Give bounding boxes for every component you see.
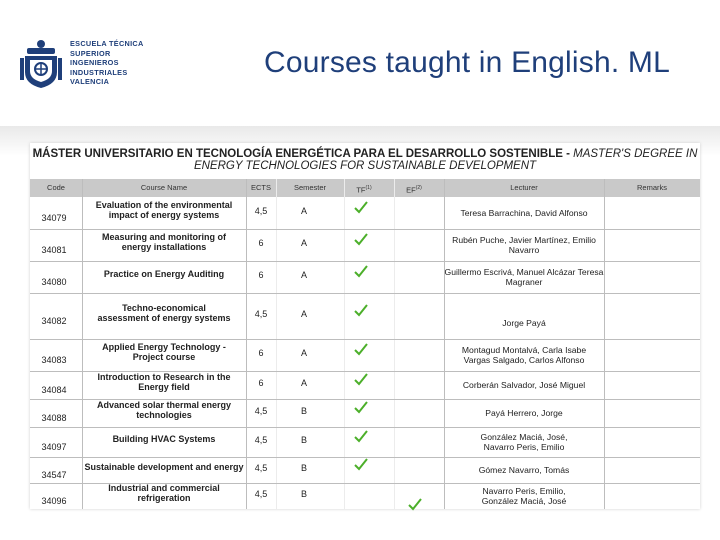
course-code: 34547: [41, 470, 67, 480]
course-semester: A: [300, 378, 307, 388]
header-lecturer: Lecturer: [510, 183, 538, 192]
checkmark-icon: [354, 265, 368, 279]
course-lecturer: Payá Herrero, Jorge: [485, 408, 563, 418]
row-divider: [30, 229, 700, 230]
header-ef: EF$^{(2)}$: [406, 185, 422, 195]
course-lecturer: Corberán Salvador, José Miguel: [462, 380, 586, 390]
course-ects: 6: [258, 238, 264, 248]
course-ects: 4,5: [254, 406, 268, 416]
header-course-name: Course Name: [140, 183, 188, 192]
course-semester: B: [300, 463, 307, 473]
row-divider: [30, 339, 700, 340]
table-title: MÁSTER UNIVERSITARIO EN TECNOLOGÍA ENERGÉTICA PARA EL DESARROLLO SOSTENIBLE - MASTER'S DEGREE IN ENERGY TECHNOLOGIES FOR SUSTAINABLE DEVELOPMENT: [32, 148, 698, 172]
checkmark-icon: [354, 201, 368, 215]
course-semester: B: [300, 489, 307, 499]
course-semester: A: [300, 348, 307, 358]
table-header-row: [30, 179, 700, 197]
course-lecturer: González Maciá, José, Navarro Peris, Emilio: [480, 432, 568, 452]
course-semester: A: [300, 206, 307, 216]
course-lecturer: Rubén Puche, Javier Martínez, Emilio Navarro: [452, 235, 596, 255]
row-divider: [30, 261, 700, 262]
course-code: 34080: [41, 277, 67, 287]
course-lecturer: Montagud Montalvá, Carla Isabe Vargas Salgado, Carlos Alfonso: [461, 345, 587, 365]
row-divider: [30, 427, 700, 428]
checkmark-icon: [354, 458, 368, 472]
course-code: 34082: [41, 316, 67, 326]
course-ects: 6: [258, 348, 264, 358]
course-name: Techno-economical assessment of energy systems: [97, 303, 231, 323]
header-semester: Semester: [293, 183, 327, 192]
course-ects: 4,5: [254, 309, 268, 319]
course-name: Sustainable development and energy: [84, 462, 244, 472]
course-code: 34081: [41, 245, 67, 255]
course-ects: 4,5: [254, 463, 268, 473]
course-name: Introduction to Research in the Energy field: [97, 372, 231, 392]
checkmark-icon: [354, 233, 368, 247]
school-logo: [18, 38, 148, 90]
course-semester: A: [300, 238, 307, 248]
header-code: Code: [47, 183, 65, 192]
crest-icon: [18, 38, 64, 90]
checkmark-icon: [354, 430, 368, 444]
course-lecturer: Teresa Barrachina, David Alfonso: [460, 208, 588, 218]
header-tf: TF$^{(1)}$: [356, 185, 372, 195]
course-code: 34084: [41, 385, 67, 395]
course-ects: 4,5: [254, 435, 268, 445]
course-code: 34079: [41, 213, 67, 223]
checkmark-icon: [354, 304, 368, 318]
header-ects: ECTS: [250, 183, 271, 192]
course-code: 34096: [41, 496, 67, 506]
checkmark-icon: [354, 401, 368, 415]
course-name: Building HVAC Systems: [112, 434, 216, 444]
course-name: Evaluation of the environmental impact of energy systems: [95, 200, 233, 220]
course-ects: 6: [258, 270, 264, 280]
course-name: Measuring and monitoring of energy installations: [102, 232, 226, 252]
course-code: 34097: [41, 442, 67, 452]
course-code: 34088: [41, 413, 67, 423]
course-lecturer: Gómez Navarro, Tomás: [478, 465, 570, 475]
course-semester: B: [300, 406, 307, 416]
course-code: 34083: [41, 355, 67, 365]
slide-title: Courses taught in English. ML: [264, 46, 671, 79]
course-semester: B: [300, 435, 307, 445]
course-name: Practice on Energy Auditing: [103, 269, 225, 279]
course-lecturer: Guillermo Escrivá, Manuel Alcázar Teresa Magraner: [444, 267, 604, 287]
course-ects: 6: [258, 378, 264, 388]
school-name: ESCUELA TÉCNICA SUPERIOR INGENIEROS INDUSTRIALES VALENCIA: [70, 39, 144, 87]
courses-table: [30, 143, 700, 509]
course-ects: 4,5: [254, 489, 268, 499]
checkmark-icon: [354, 343, 368, 357]
course-lecturer: Jorge Payá: [502, 318, 546, 328]
course-ects: 4,5: [254, 206, 268, 216]
course-name: Advanced solar thermal energy technologies: [96, 400, 232, 420]
course-name: Industrial and commercial refrigeration: [108, 483, 220, 503]
checkmark-icon: [354, 373, 368, 387]
course-semester: A: [300, 270, 307, 280]
row-divider: [30, 293, 700, 294]
course-semester: A: [300, 309, 307, 319]
course-lecturer: Navarro Peris, Emilio, González Maciá, José: [481, 486, 567, 506]
checkmark-icon: [408, 498, 422, 512]
header-remarks: Remarks: [636, 183, 667, 192]
course-name: Applied Energy Technology - Project course: [102, 342, 226, 362]
slide-header: [0, 0, 720, 118]
